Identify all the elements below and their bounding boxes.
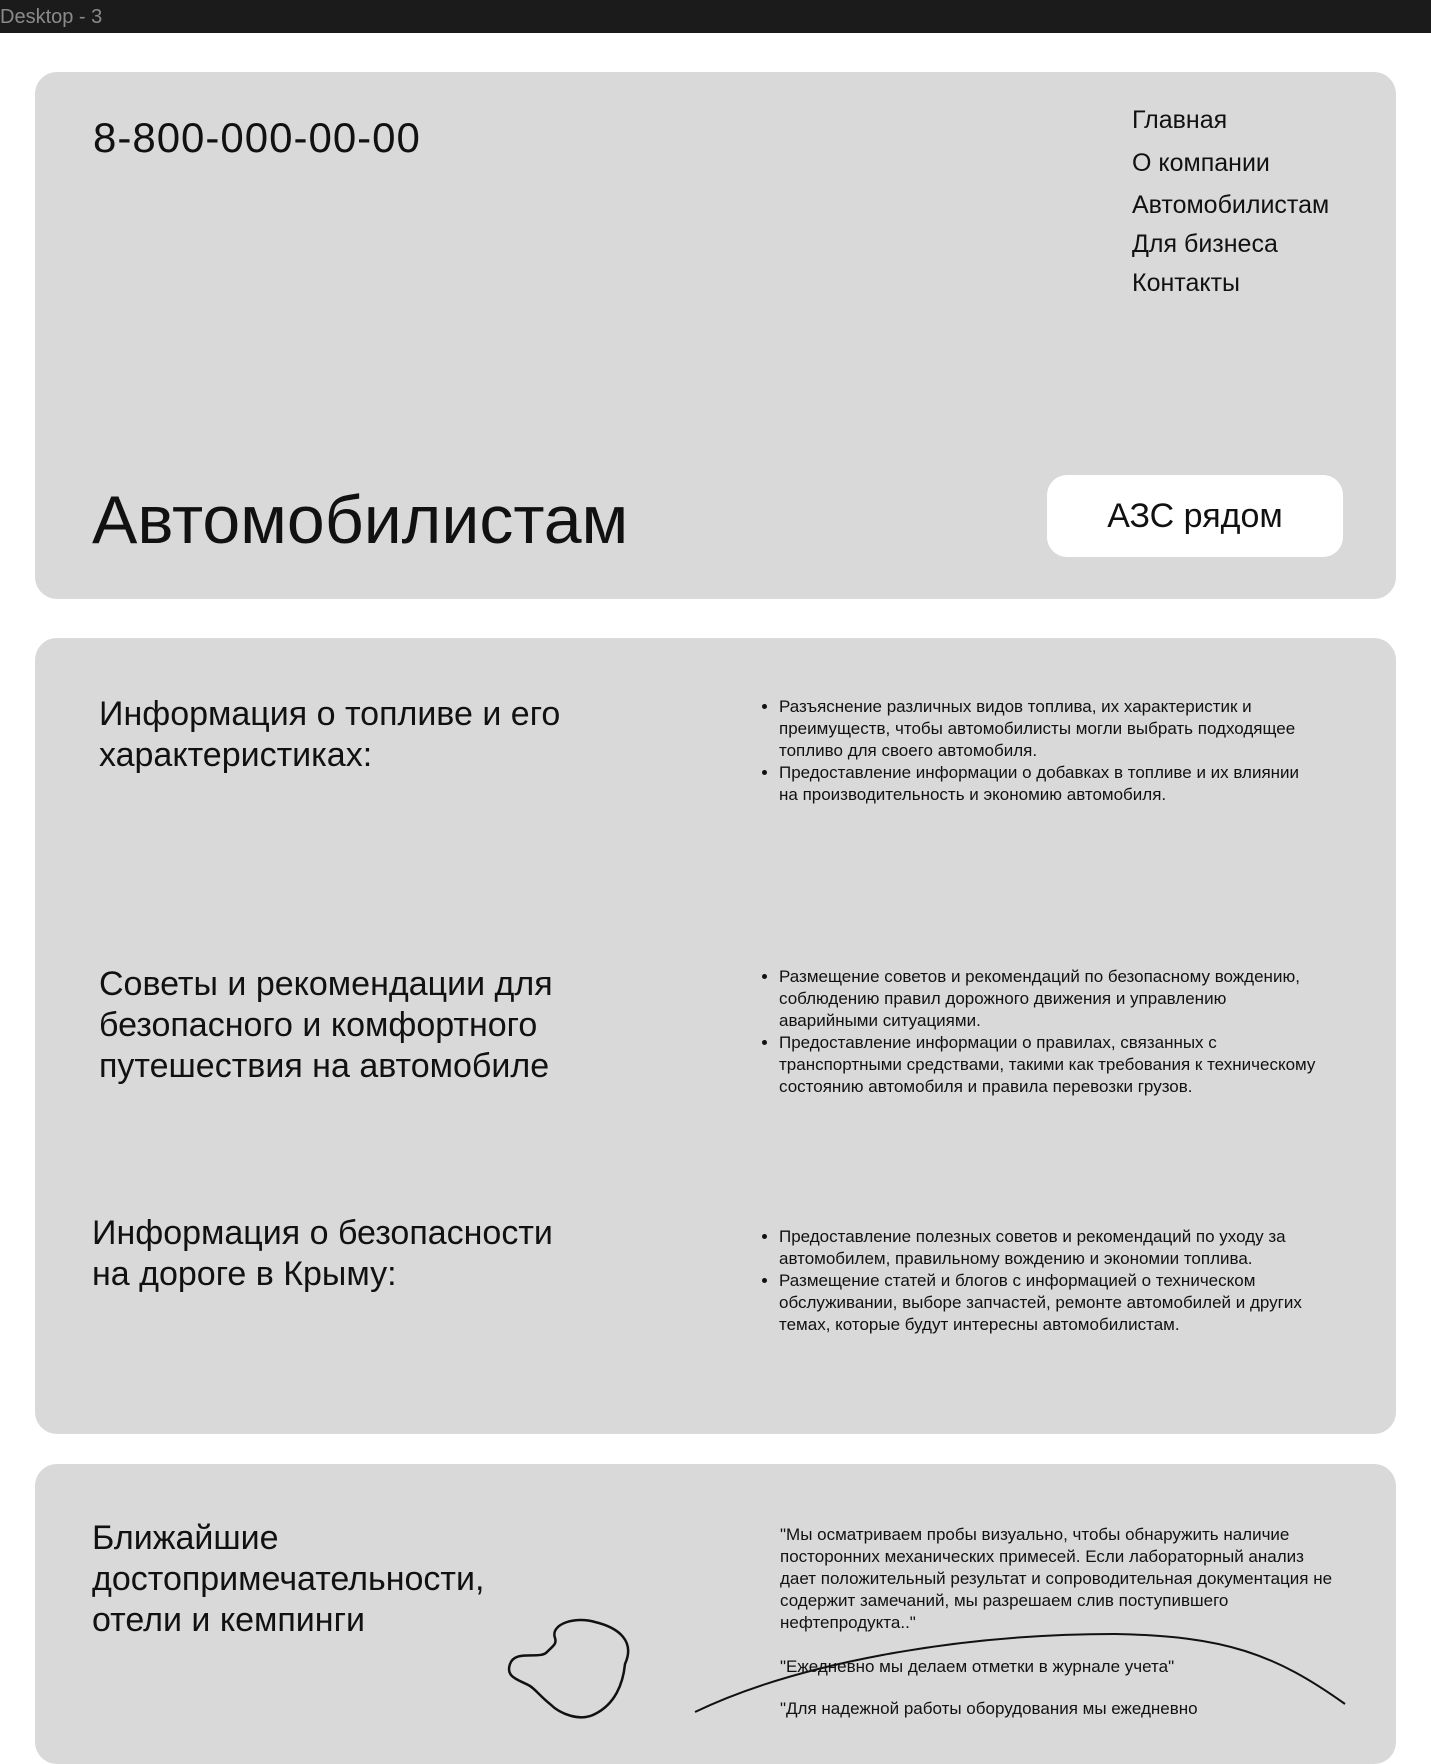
- nav-item-home[interactable]: Главная: [1132, 106, 1228, 134]
- phone-number[interactable]: 8-800-000-00-00: [93, 114, 421, 161]
- feature-title-fuel: Информация о топливе и его характеристиках:: [99, 695, 561, 774]
- places-title: Ближайшие достопримечательности, отели и кемпинги: [92, 1519, 485, 1639]
- nav-item-business[interactable]: Для бизнеса: [1132, 230, 1278, 258]
- nav-item-motorists[interactable]: Автомобилистам: [1132, 191, 1330, 219]
- feature-list-travel-tips: [755, 966, 1319, 1098]
- list-item: • Разъяснение различных видов топлива, их характеристик и преимуществ, чтобы автомобилисты могли выбрать подходящее топливо для своего автомобиля.: [779, 696, 1319, 762]
- list-item: • Размещение статей и блогов с информацией о техническом обслуживании, выборе запчастей, ремонте автомобилей и других темах, которые будут интересны автомобилистам.: [779, 1270, 1319, 1336]
- list-item: • Размещение советов и рекомендаций по безопасному вождению, соблюдению правил дорожного движения и управлению аварийными ситуациями.: [779, 966, 1319, 1032]
- feature-list-fuel: [755, 696, 1319, 806]
- feature-title-travel-tips: Советы и рекомендации для безопасного и комфортного путешествия на автомобиле: [99, 965, 553, 1085]
- page-title: Автомобилистам: [92, 482, 629, 558]
- window-title: Desktop - 3: [0, 6, 103, 28]
- places-section: [35, 1464, 1396, 1764]
- curve-sketch: [695, 1634, 1345, 1712]
- main-nav: [1132, 108, 1329, 296]
- list-item: • Предоставление информации о правилах, связанных с транспортными средствами, такими как требования к техническому состоянию автомобиля и правила перевозки грузов.: [779, 1032, 1319, 1098]
- hero-section: [35, 72, 1396, 599]
- list-item: • Предоставление информации о добавках в топливе и их влиянии на производительность и экономию автомобиля.: [779, 762, 1319, 806]
- feature-title-road-safety: Информация о безопасности на дороге в Крыму:: [92, 1214, 553, 1293]
- quote-text: "Ежедневно мы делаем отметки в журнале учета": [780, 1657, 1175, 1676]
- blob-sketch: [509, 1620, 628, 1717]
- list-item: • Предоставление полезных советов и рекомендаций по уходу за автомобилем, правильному вождению и экономии топлива.: [779, 1226, 1319, 1270]
- window-titlebar: [0, 0, 1431, 33]
- nav-item-about[interactable]: О компании: [1132, 149, 1270, 177]
- nearby-stations-button[interactable]: АЗС рядом: [1047, 475, 1343, 557]
- feature-list-road-safety: [755, 1226, 1319, 1336]
- hand-drawn-sketch: [35, 1464, 1396, 1764]
- quote-text: "Для надежной работы оборудования мы ежедневно: [780, 1699, 1198, 1718]
- nav-item-contacts[interactable]: Контакты: [1132, 269, 1240, 297]
- quote-text: "Мы осматриваем пробы визуально, чтобы обнаружить наличие посторонних механических примесей. Если лабораторный анализ дает положительный результат и сопроводительная документация не содержит замечаний, мы разрешаем слив поступившего нефтепродукта..": [780, 1525, 1333, 1632]
- features-section: [35, 638, 1396, 1434]
